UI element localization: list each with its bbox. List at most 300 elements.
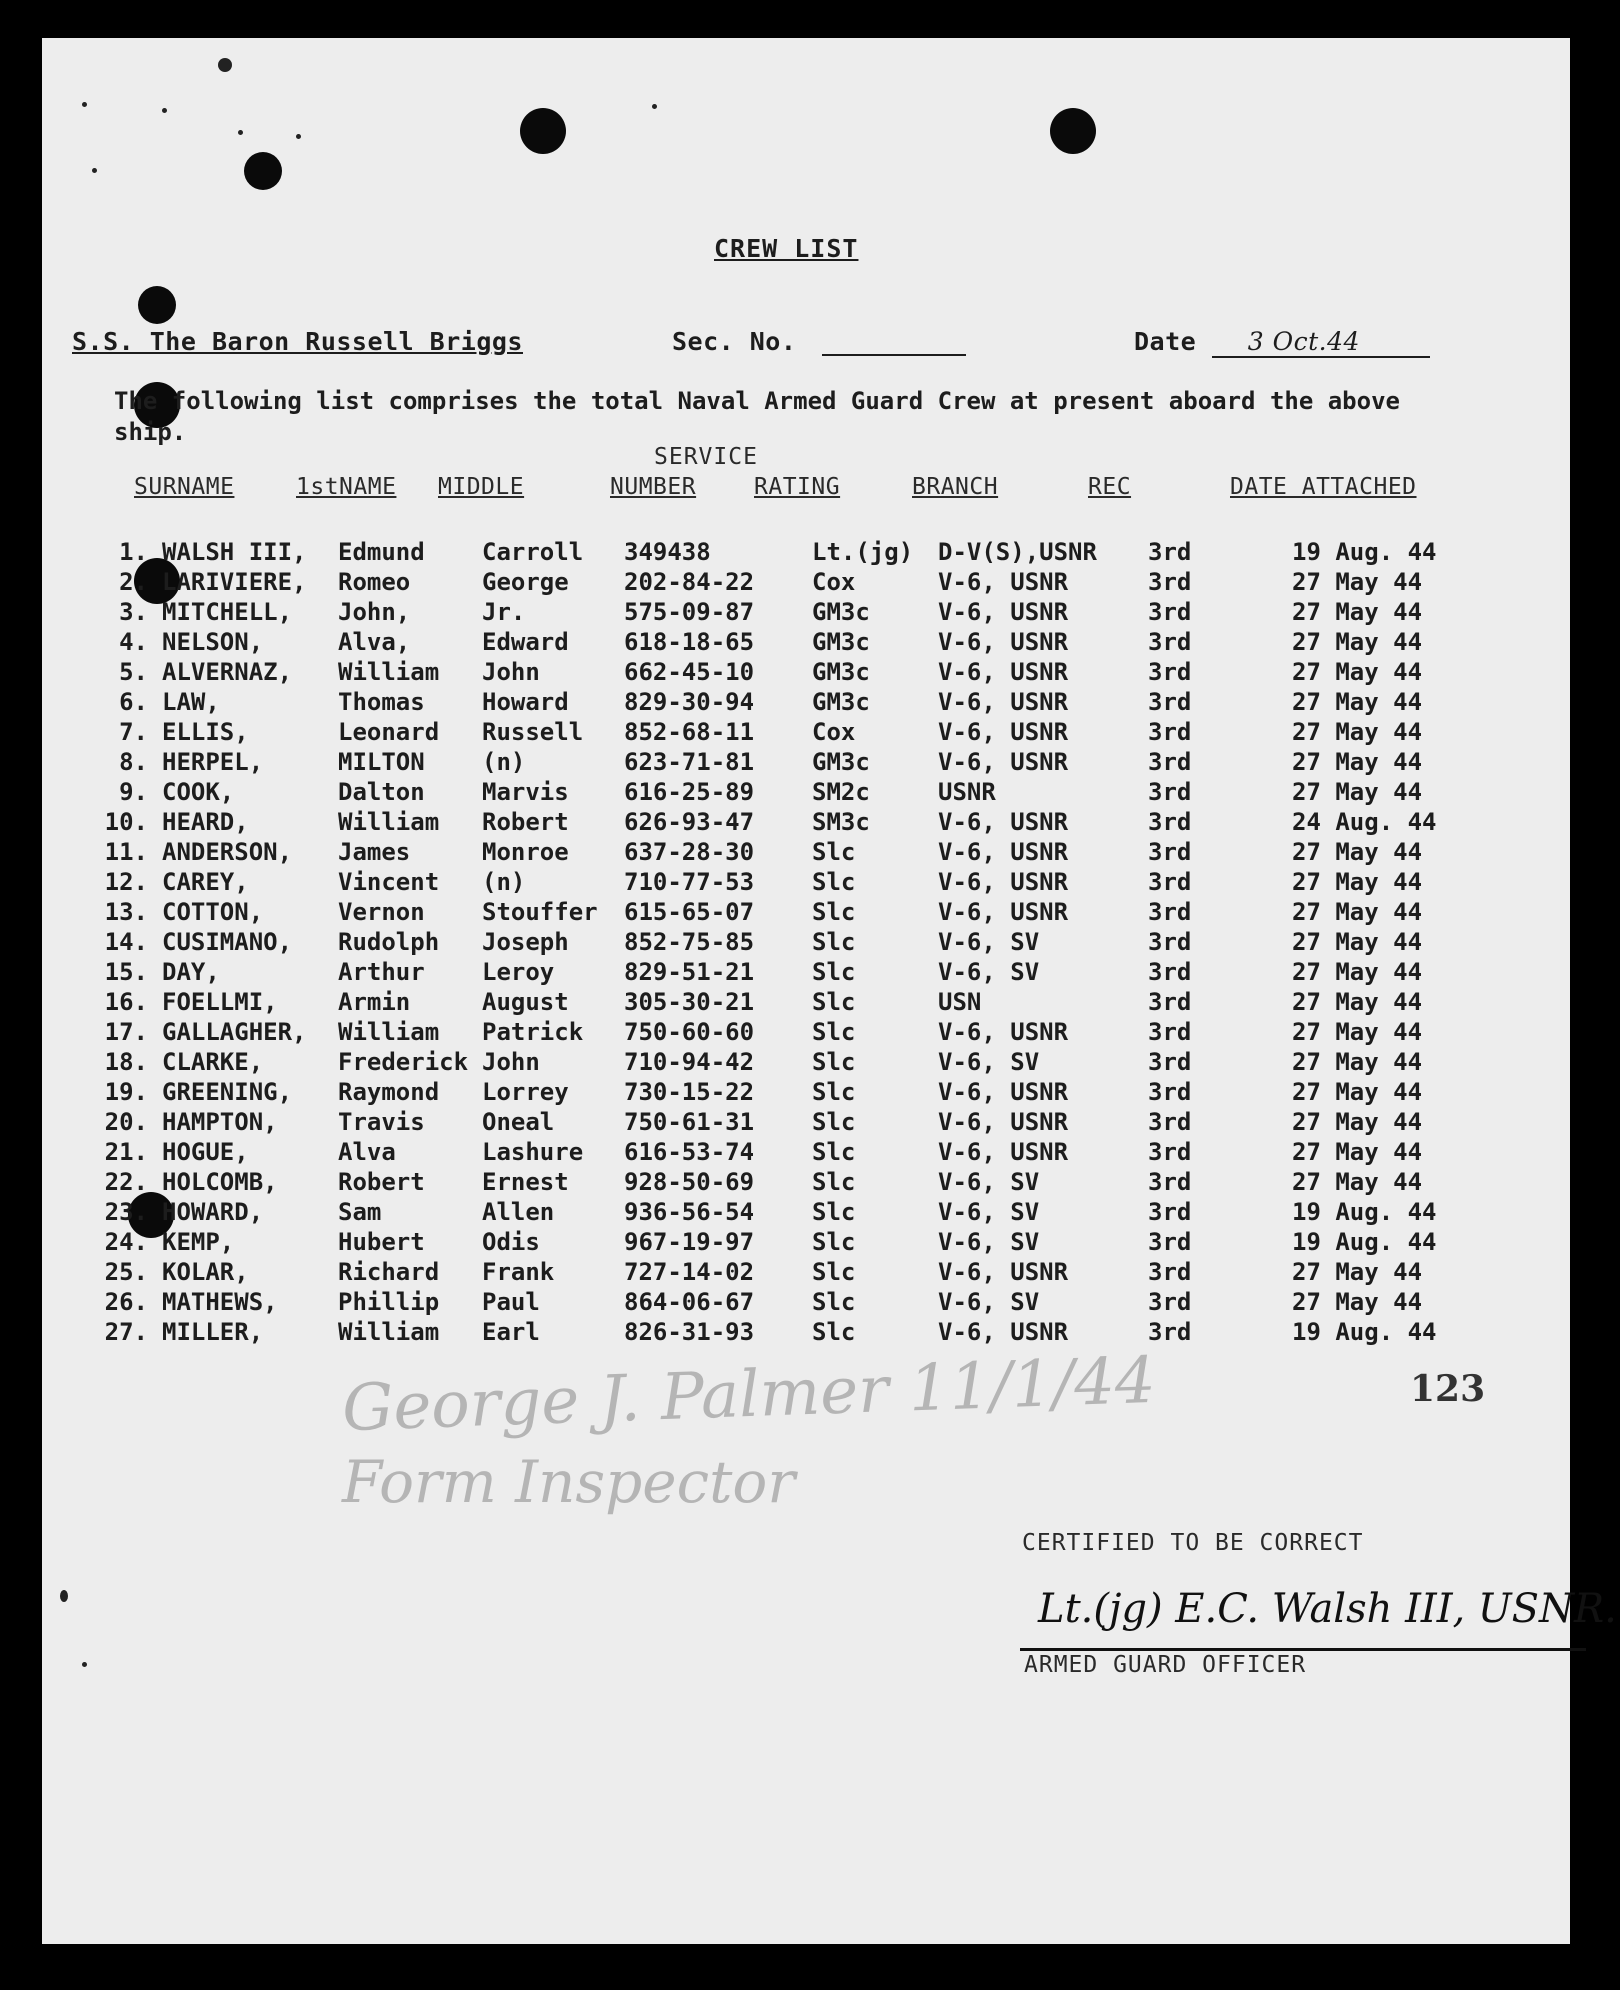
first-name-cell: Thomas [338, 688, 425, 716]
surname-cell: HOGUE, [162, 1138, 249, 1166]
middle-name-cell: Frank [482, 1258, 555, 1286]
branch-cell: V-6, USNR [938, 628, 1069, 656]
table-row [42, 898, 1542, 928]
service-number-cell: 575-09-87 [624, 598, 755, 626]
pencil-inspector-signature: George J. Palmer 11/1/44 [340, 1343, 1157, 1447]
surname-cell: HAMPTON, [162, 1108, 278, 1136]
rec-cell: 3rd [1148, 1288, 1192, 1316]
surname-cell: NELSON, [162, 628, 264, 656]
document-page [42, 38, 1617, 1944]
service-number-cell: 626-93-47 [624, 808, 755, 836]
rating-cell: Cox [812, 718, 856, 746]
middle-name-cell: Lorrey [482, 1078, 569, 1106]
rating-cell: Slc [812, 1168, 856, 1196]
rating-cell: Slc [812, 838, 856, 866]
rating-cell: Slc [812, 1108, 856, 1136]
surname-cell: CAREY, [162, 868, 249, 896]
rating-cell: Slc [812, 898, 856, 926]
first-name-cell: Leonard [338, 718, 440, 746]
rec-cell: 3rd [1148, 718, 1192, 746]
surname-cell: MILLER, [162, 1318, 264, 1346]
date-attached-cell: 27 May 44 [1292, 958, 1423, 986]
middle-name-cell: John [482, 658, 540, 686]
branch-cell: V-6, USNR [938, 898, 1069, 926]
officer-title: ARMED GUARD OFFICER [1024, 1652, 1307, 1678]
surname-cell: HEARD, [162, 808, 249, 836]
rec-cell: 3rd [1148, 1018, 1192, 1046]
rec-cell: 3rd [1148, 1078, 1192, 1106]
service-number-cell: 852-68-11 [624, 718, 755, 746]
page-number-stamp: 123 [1410, 1368, 1486, 1410]
rec-cell: 3rd [1148, 988, 1192, 1016]
table-row [42, 958, 1542, 988]
date-attached-cell: 27 May 44 [1292, 688, 1423, 716]
middle-name-cell: Paul [482, 1288, 540, 1316]
branch-cell: V-6, USNR [938, 1258, 1069, 1286]
service-number-cell: 936-56-54 [624, 1198, 755, 1226]
table-row [42, 868, 1542, 898]
first-name-cell: Vernon [338, 898, 425, 926]
row-number-cell: 14. [104, 928, 148, 956]
table-row [42, 748, 1542, 778]
first-name-cell: Sam [338, 1198, 382, 1226]
rating-cell: Slc [812, 1258, 856, 1286]
rating-cell: GM3c [812, 658, 870, 686]
surname-cell: CLARKE, [162, 1048, 264, 1076]
branch-cell: V-6, SV [938, 1198, 1040, 1226]
sec-no-field: Sec. No. [672, 327, 966, 356]
document-title: CREW LIST [714, 234, 859, 263]
middle-name-cell: Patrick [482, 1018, 584, 1046]
table-row [42, 1228, 1542, 1258]
first-name-cell: William [338, 808, 440, 836]
branch-cell: D-V(S),USNR [938, 538, 1097, 566]
row-number-cell: 13. [104, 898, 148, 926]
date-attached-cell: 24 Aug. 44 [1292, 808, 1437, 836]
table-row [42, 988, 1542, 1018]
service-number-cell: 710-77-53 [624, 868, 755, 896]
rating-cell: Slc [812, 928, 856, 956]
surname-cell: LAW, [162, 688, 220, 716]
first-name-cell: Raymond [338, 1078, 440, 1106]
middle-name-cell: Earl [482, 1318, 540, 1346]
row-number-cell: 23. [104, 1198, 148, 1226]
middle-name-cell: Lashure [482, 1138, 584, 1166]
middle-name-cell: Odis [482, 1228, 540, 1256]
table-row [42, 1318, 1542, 1348]
row-number-cell: 6. [119, 688, 148, 716]
punch-hole [1050, 108, 1096, 154]
rec-cell: 3rd [1148, 748, 1192, 776]
rec-cell: 3rd [1148, 658, 1192, 686]
row-number-cell: 4. [119, 628, 148, 656]
branch-cell: V-6, USNR [938, 1018, 1069, 1046]
surname-cell: LARIVIERE, [162, 568, 307, 596]
row-number-cell: 26. [104, 1288, 148, 1316]
first-name-cell: John, [338, 598, 411, 626]
middle-name-cell: Howard [482, 688, 569, 716]
table-row [42, 1168, 1542, 1198]
table-row [42, 928, 1542, 958]
surname-cell: HOLCOMB, [162, 1168, 278, 1196]
speck [60, 1590, 68, 1602]
branch-cell: USN [938, 988, 982, 1016]
surname-cell: MATHEWS, [162, 1288, 278, 1316]
rec-cell: 3rd [1148, 688, 1192, 716]
table-row [42, 778, 1542, 808]
middle-name-cell: Leroy [482, 958, 555, 986]
rating-cell: Slc [812, 868, 856, 896]
table-row [42, 1258, 1542, 1288]
table-row [42, 688, 1542, 718]
surname-cell: HOWARD, [162, 1198, 264, 1226]
table-row [42, 598, 1542, 628]
officer-signature: Lt.(jg) E.C. Walsh III, USNR. [1038, 1586, 1617, 1632]
middle-name-cell: Oneal [482, 1108, 555, 1136]
surname-cell: HERPEL, [162, 748, 264, 776]
middle-name-cell: Jr. [482, 598, 526, 626]
service-number-cell: 750-60-60 [624, 1018, 755, 1046]
first-name-cell: Robert [338, 1168, 425, 1196]
rec-cell: 3rd [1148, 1168, 1192, 1196]
middle-name-cell: Robert [482, 808, 569, 836]
branch-cell: V-6, USNR [938, 808, 1069, 836]
date-attached-cell: 27 May 44 [1292, 988, 1423, 1016]
service-number-cell: 616-53-74 [624, 1138, 755, 1166]
table-row [42, 628, 1542, 658]
service-number-cell: 615-65-07 [624, 898, 755, 926]
surname-cell: MITCHELL, [162, 598, 293, 626]
rec-cell: 3rd [1148, 628, 1192, 656]
row-number-cell: 18. [104, 1048, 148, 1076]
punch-hole [244, 152, 282, 190]
branch-cell: V-6, USNR [938, 658, 1069, 686]
first-name-cell: Edmund [338, 538, 425, 566]
branch-cell: V-6, USNR [938, 1138, 1069, 1166]
date-attached-cell: 27 May 44 [1292, 1288, 1423, 1316]
row-number-cell: 12. [104, 868, 148, 896]
branch-cell: V-6, USNR [938, 868, 1069, 896]
date-attached-cell: 27 May 44 [1292, 1168, 1423, 1196]
date-attached-cell: 27 May 44 [1292, 868, 1423, 896]
surname-cell: ELLIS, [162, 718, 249, 746]
row-number-cell: 5. [119, 658, 148, 686]
rec-cell: 3rd [1148, 958, 1192, 986]
speck [652, 104, 657, 109]
middle-name-cell: August [482, 988, 569, 1016]
surname-cell: GREENING, [162, 1078, 293, 1106]
branch-cell: V-6, USNR [938, 598, 1069, 626]
table-row [42, 1078, 1542, 1108]
service-number-cell: 829-51-21 [624, 958, 755, 986]
rating-cell: Slc [812, 1198, 856, 1226]
row-number-cell: 16. [104, 988, 148, 1016]
column-header-date-attached: DATE ATTACHED [1230, 474, 1417, 500]
rating-cell: Slc [812, 1288, 856, 1316]
branch-cell: V-6, SV [938, 1288, 1040, 1316]
first-name-cell: Vincent [338, 868, 440, 896]
row-number-cell: 8. [119, 748, 148, 776]
surname-cell: ANDERSON, [162, 838, 293, 866]
pencil-inspector-title: Form Inspector [342, 1448, 796, 1516]
rec-cell: 3rd [1148, 838, 1192, 866]
middle-name-cell: Monroe [482, 838, 569, 866]
rec-cell: 3rd [1148, 898, 1192, 926]
service-number-cell: 928-50-69 [624, 1168, 755, 1196]
date-value: 3 Oct.44 [1212, 327, 1430, 358]
branch-cell: USNR [938, 778, 996, 806]
date-attached-cell: 19 Aug. 44 [1292, 1228, 1437, 1256]
surname-cell: DAY, [162, 958, 220, 986]
punch-hole [138, 286, 176, 324]
first-name-cell: Frederick [338, 1048, 469, 1076]
column-header-branch: BRANCH [912, 474, 999, 500]
rec-cell: 3rd [1148, 868, 1192, 896]
date-attached-cell: 27 May 44 [1292, 1048, 1423, 1076]
sec-no-blank [822, 332, 966, 356]
speck [92, 168, 97, 173]
rec-cell: 3rd [1148, 568, 1192, 596]
date-attached-cell: 19 Aug. 44 [1292, 538, 1437, 566]
date-attached-cell: 19 Aug. 44 [1292, 1198, 1437, 1226]
rec-cell: 3rd [1148, 1048, 1192, 1076]
speck [238, 130, 243, 135]
row-number-cell: 25. [104, 1258, 148, 1286]
rating-cell: GM3c [812, 598, 870, 626]
speck [218, 58, 232, 72]
rec-cell: 3rd [1148, 928, 1192, 956]
rating-cell: Slc [812, 958, 856, 986]
branch-cell: V-6, USNR [938, 1078, 1069, 1106]
row-number-cell: 2. [119, 568, 148, 596]
first-name-cell: Alva, [338, 628, 411, 656]
middle-name-cell: Stouffer [482, 898, 598, 926]
surname-cell: KEMP, [162, 1228, 235, 1256]
row-number-cell: 17. [104, 1018, 148, 1046]
first-name-cell: Romeo [338, 568, 411, 596]
column-header-service-top: SERVICE [654, 444, 758, 470]
date-attached-cell: 27 May 44 [1292, 628, 1423, 656]
rating-cell: Cox [812, 568, 856, 596]
date-attached-cell: 19 Aug. 44 [1292, 1318, 1437, 1346]
date-attached-cell: 27 May 44 [1292, 778, 1423, 806]
row-number-cell: 9. [119, 778, 148, 806]
rating-cell: Slc [812, 1018, 856, 1046]
date-attached-cell: 27 May 44 [1292, 718, 1423, 746]
service-number-cell: 202-84-22 [624, 568, 755, 596]
table-row [42, 808, 1542, 838]
service-number-cell: 829-30-94 [624, 688, 755, 716]
service-number-cell: 618-18-65 [624, 628, 755, 656]
middle-name-cell: Edward [482, 628, 569, 656]
rec-cell: 3rd [1148, 1228, 1192, 1256]
middle-name-cell: Joseph [482, 928, 569, 956]
branch-cell: V-6, SV [938, 1168, 1040, 1196]
branch-cell: V-6, USNR [938, 1108, 1069, 1136]
branch-cell: V-6, USNR [938, 838, 1069, 866]
rec-cell: 3rd [1148, 808, 1192, 836]
speck [296, 134, 301, 139]
table-row [42, 1198, 1542, 1228]
surname-cell: CUSIMANO, [162, 928, 293, 956]
rating-cell: Slc [812, 988, 856, 1016]
surname-cell: KOLAR, [162, 1258, 249, 1286]
table-row [42, 1048, 1542, 1078]
column-header-middle: MIDDLE [438, 474, 525, 500]
branch-cell: V-6, USNR [938, 748, 1069, 776]
surname-cell: WALSH III, [162, 538, 307, 566]
service-number-cell: 864-06-67 [624, 1288, 755, 1316]
row-number-cell: 1. [119, 538, 148, 566]
ship-name: S.S. The Baron Russell Briggs [72, 327, 523, 356]
middle-name-cell: (n) [482, 868, 526, 896]
row-number-cell: 27. [104, 1318, 148, 1346]
date-attached-cell: 27 May 44 [1292, 1138, 1423, 1166]
table-row [42, 1108, 1542, 1138]
date-attached-cell: 27 May 44 [1292, 898, 1423, 926]
service-number-cell: 852-75-85 [624, 928, 755, 956]
row-number-cell: 10. [104, 808, 148, 836]
middle-name-cell: John [482, 1048, 540, 1076]
service-number-cell: 662-45-10 [624, 658, 755, 686]
date-attached-cell: 27 May 44 [1292, 1258, 1423, 1286]
service-number-cell: 616-25-89 [624, 778, 755, 806]
middle-name-cell: (n) [482, 748, 526, 776]
speck [162, 108, 167, 113]
rec-cell: 3rd [1148, 778, 1192, 806]
service-number-cell: 349438 [624, 538, 711, 566]
signature-line [1020, 1648, 1586, 1651]
date-field: Date 3 Oct.44 [1134, 327, 1430, 358]
service-number-cell: 710-94-42 [624, 1048, 755, 1076]
surname-cell: COTTON, [162, 898, 264, 926]
service-number-cell: 750-61-31 [624, 1108, 755, 1136]
rec-cell: 3rd [1148, 598, 1192, 626]
date-attached-cell: 27 May 44 [1292, 1018, 1423, 1046]
first-name-cell: William [338, 1318, 440, 1346]
rec-cell: 3rd [1148, 1108, 1192, 1136]
middle-name-cell: George [482, 568, 569, 596]
date-attached-cell: 27 May 44 [1292, 838, 1423, 866]
middle-name-cell: Ernest [482, 1168, 569, 1196]
table-row [42, 718, 1542, 748]
date-attached-cell: 27 May 44 [1292, 928, 1423, 956]
middle-name-cell: Allen [482, 1198, 555, 1226]
first-name-cell: Travis [338, 1108, 425, 1136]
service-number-cell: 305-30-21 [624, 988, 755, 1016]
branch-cell: V-6, USNR [938, 1318, 1069, 1346]
middle-name-cell: Russell [482, 718, 584, 746]
row-number-cell: 24. [104, 1228, 148, 1256]
table-row [42, 1018, 1542, 1048]
speck [82, 102, 87, 107]
service-number-cell: 967-19-97 [624, 1228, 755, 1256]
punch-hole [520, 108, 566, 154]
rec-cell: 3rd [1148, 1318, 1192, 1346]
rating-cell: Slc [812, 1138, 856, 1166]
date-attached-cell: 27 May 44 [1292, 658, 1423, 686]
first-name-cell: Hubert [338, 1228, 425, 1256]
row-number-cell: 20. [104, 1108, 148, 1136]
column-header-rating: RATING [754, 474, 841, 500]
service-number-cell: 826-31-93 [624, 1318, 755, 1346]
rec-cell: 3rd [1148, 1258, 1192, 1286]
surname-cell: FOELLMI, [162, 988, 278, 1016]
rec-cell: 3rd [1148, 538, 1192, 566]
first-name-cell: Alva [338, 1138, 396, 1166]
rating-cell: Slc [812, 1228, 856, 1256]
row-number-cell: 11. [104, 838, 148, 866]
column-header-first-name: 1stNAME [296, 474, 397, 500]
row-number-cell: 7. [119, 718, 148, 746]
branch-cell: V-6, SV [938, 958, 1040, 986]
surname-cell: ALVERNAZ, [162, 658, 293, 686]
surname-cell: GALLAGHER, [162, 1018, 307, 1046]
surname-cell: COOK, [162, 778, 235, 806]
table-row [42, 658, 1542, 688]
row-number-cell: 21. [104, 1138, 148, 1166]
rating-cell: SM2c [812, 778, 870, 806]
branch-cell: V-6, SV [938, 928, 1040, 956]
column-header-surname: SURNAME [134, 474, 235, 500]
certification-text: CERTIFIED TO BE CORRECT [1022, 1530, 1364, 1556]
branch-cell: V-6, SV [938, 1048, 1040, 1076]
table-row [42, 568, 1542, 598]
branch-cell: V-6, USNR [938, 688, 1069, 716]
service-number-cell: 623-71-81 [624, 748, 755, 776]
column-header-rec: REC [1088, 474, 1132, 500]
table-row [42, 838, 1542, 868]
rating-cell: Slc [812, 1048, 856, 1076]
service-number-cell: 637-28-30 [624, 838, 755, 866]
row-number-cell: 15. [104, 958, 148, 986]
date-attached-cell: 27 May 44 [1292, 748, 1423, 776]
rating-cell: GM3c [812, 628, 870, 656]
column-header-service-number: NUMBER [610, 474, 697, 500]
rating-cell: GM3c [812, 688, 870, 716]
table-row [42, 1288, 1542, 1318]
first-name-cell: Rudolph [338, 928, 440, 956]
table-row [42, 1138, 1542, 1168]
intro-text: The following list comprises the total Naval Armed Guard Crew at present aboard the above ship. [114, 387, 1400, 446]
rec-cell: 3rd [1148, 1198, 1192, 1226]
first-name-cell: MILTON [338, 748, 425, 776]
date-attached-cell: 27 May 44 [1292, 1078, 1423, 1106]
rating-cell: GM3c [812, 748, 870, 776]
date-attached-cell: 27 May 44 [1292, 598, 1423, 626]
first-name-cell: Armin [338, 988, 411, 1016]
table-row [42, 538, 1542, 568]
first-name-cell: Phillip [338, 1288, 440, 1316]
middle-name-cell: Marvis [482, 778, 569, 806]
rating-cell: SM3c [812, 808, 870, 836]
rating-cell: Slc [812, 1078, 856, 1106]
first-name-cell: Dalton [338, 778, 425, 806]
branch-cell: V-6, USNR [938, 568, 1069, 596]
date-attached-cell: 27 May 44 [1292, 568, 1423, 596]
service-number-cell: 730-15-22 [624, 1078, 755, 1106]
rating-cell: Lt.(jg) [812, 538, 914, 566]
middle-name-cell: Carroll [482, 538, 584, 566]
speck [82, 1662, 87, 1667]
row-number-cell: 22. [104, 1168, 148, 1196]
branch-cell: V-6, USNR [938, 718, 1069, 746]
rec-cell: 3rd [1148, 1138, 1192, 1166]
first-name-cell: Richard [338, 1258, 440, 1286]
row-number-cell: 3. [119, 598, 148, 626]
rating-cell: Slc [812, 1318, 856, 1346]
row-number-cell: 19. [104, 1078, 148, 1106]
